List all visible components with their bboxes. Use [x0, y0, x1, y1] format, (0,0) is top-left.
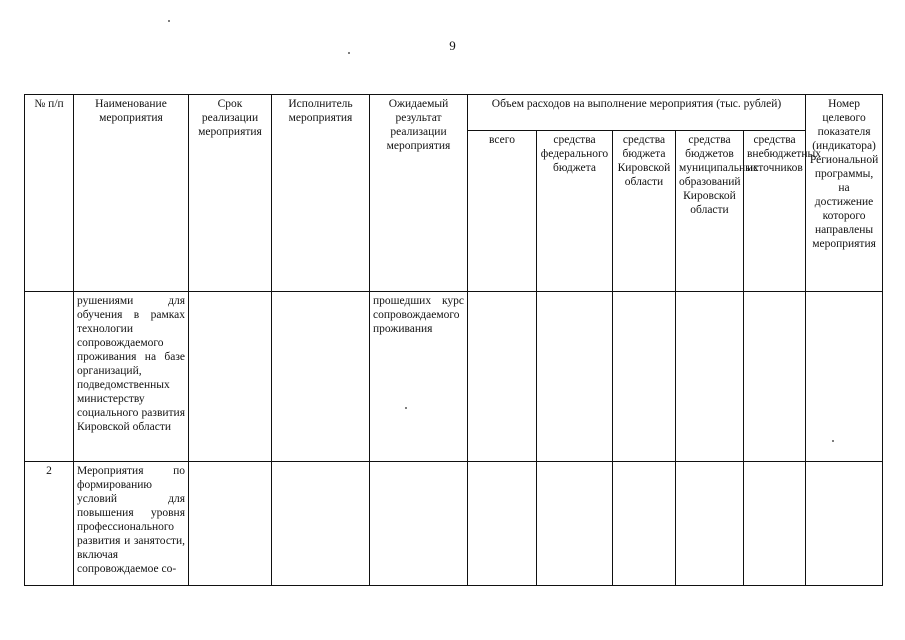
cell-num: 2 [25, 462, 74, 586]
header-term: Срок реализации мероприятия [189, 95, 272, 292]
table-row [25, 462, 883, 586]
scan-speck [832, 440, 834, 442]
cell-federal [537, 292, 613, 462]
header-indicator: Номер целевого показателя (индикатора) Региональной программы, на достижение которого направлены мероприятия [806, 95, 883, 292]
header-name: Наименование мероприятия [74, 95, 189, 292]
header-federal: средства федерального бюджета [537, 131, 613, 292]
cell-term [189, 292, 272, 462]
cell-executor [272, 292, 370, 462]
scan-speck [348, 52, 350, 54]
header-regional: средства бюджета Кировской области [613, 131, 676, 292]
header-num: № п/п [25, 95, 74, 292]
cell-regional [613, 462, 676, 586]
cell-term [189, 462, 272, 586]
cell-federal [537, 462, 613, 586]
cell-extra [744, 292, 806, 462]
header-row-1 [25, 95, 883, 131]
page-number: 9 [449, 38, 456, 53]
cell-result [370, 462, 468, 586]
cell-extra [744, 462, 806, 586]
cell-num [25, 292, 74, 462]
header-extra: средства внебюджетных источников [744, 131, 806, 292]
cell-indicator [806, 292, 883, 462]
cell-total [468, 462, 537, 586]
cell-regional [613, 292, 676, 462]
header-total: всего [468, 131, 537, 292]
header-expenses: Объем расходов на выполнение мероприятия (тыс. рублей) [468, 95, 806, 131]
cell-indicator [806, 462, 883, 586]
header-executor: Исполнитель мероприятия [272, 95, 370, 292]
header-result: Ожидаемый результат реализации мероприятия [370, 95, 468, 292]
cell-municipal [676, 292, 744, 462]
scan-speck [405, 407, 407, 409]
cell-total [468, 292, 537, 462]
scan-speck [168, 20, 170, 22]
cell-result: прошедших курс сопровождаемого проживания [370, 292, 468, 462]
header-municipal: средства бюджетов муниципальных образований Кировской области [676, 131, 744, 292]
cell-municipal [676, 462, 744, 586]
activities-table [24, 94, 882, 602]
cell-name: рушениями для обучения в рамках технологии сопровождаемого проживания на базе организаций, подведомственных министерству социального развития Кировской области [74, 292, 189, 462]
table-row [25, 292, 883, 462]
cell-executor [272, 462, 370, 586]
cell-name: Мероприятия по формированию условий для повышения уровня профессионального развития и занятости, включая сопровождаемое со- [74, 462, 189, 586]
